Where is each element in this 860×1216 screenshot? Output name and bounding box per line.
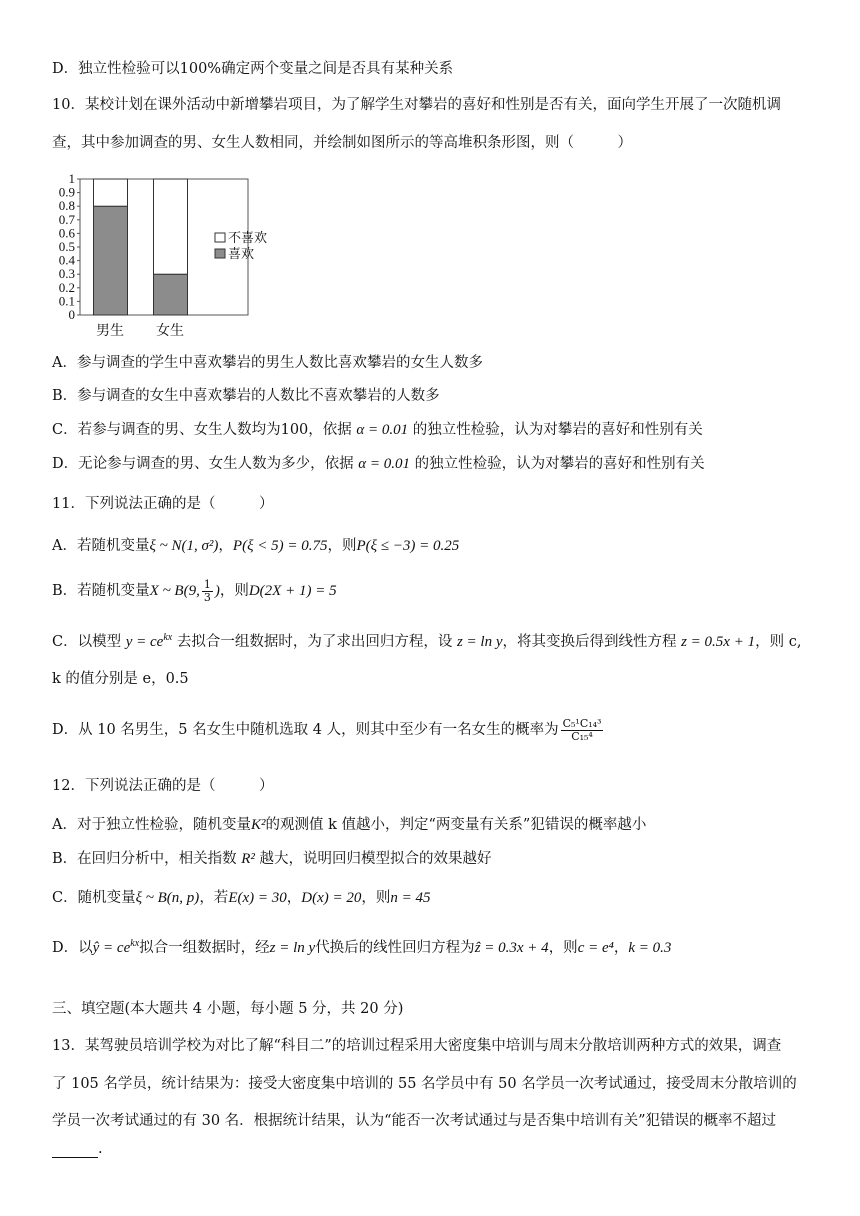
q12-stem: 12．下列说法正确的是（ ） [52,778,274,794]
q10-option-d: D．无论参与调查的男、女生人数为多少，依据 α = 0.01 的独立性检验，认为对攀岩的喜好和性别有关 [52,456,705,472]
legend [215,230,267,262]
q10-option-b: B．参与调查的女生中喜欢攀岩的人数比不喜欢攀岩的人数多 [52,388,440,404]
q12-option-c: C．随机变量ξ ~ B(n, p)，若E(x) = 30，D(x) = 20，则n = 45 [52,890,431,906]
bar-segment-不喜欢 [94,179,128,206]
y-tick-label: 1 [68,172,75,186]
bar-segment-喜欢 [154,274,188,315]
q10-option-c: C．若参与调查的男、女生人数均为100，依据 α = 0.01 的独立性检验，认为对攀岩的喜好和性别有关 [52,422,703,438]
q11-option-c-line1: C．以模型 $y = ce^{kx}$ 去拟合一组数据时，为了求出回归方程，设 z = ln y，将其变换后得到线性方程 z = 0.5x + 1，则 c, [52,632,802,650]
q10-stem-line1: 10．某校计划在课外活动中新增攀岩项目，为了解学生对攀岩的喜好和性别是否有关，面向学生开展了一次随机调 [52,97,781,113]
q12-option-b: B．在回归分析中，相关指数 R² 越大，说明回归模型拟合的效果越好 [52,851,492,867]
y-tick-label: 0.3 [58,266,75,282]
legend-swatch-喜欢 [215,249,225,258]
fill-in-blank [52,1143,98,1158]
x-category-label: 男生 [96,323,124,339]
y-tick-label: 0.1 [58,293,75,309]
q12-option-a: A．对于独立性检验，随机变量K²的观测值 k 值越小，判定“两变量有关系”犯错误的概率越小 [52,817,647,833]
bar-segment-不喜欢 [154,179,188,274]
q12-option-d: D．以ŷ = $ce^{kx}$拟合一组数据时，经z = ln y代换后的线性回归方程为ẑ = 0.3x + 4，则c = e⁴，k = 0.3 [52,938,672,956]
probability-fraction: $\frac{\text{C₅¹C₁₄³}}{\text{C₁₅⁴}}$ [562,716,602,743]
legend-label: 不喜欢 [228,231,268,246]
y-tick-label: 0.6 [58,225,75,241]
section-3-heading: 三、填空题(本大题共 4 小题，每小题 5 分，共 20 分) [52,1001,404,1017]
y-tick-label: 0.5 [58,239,75,254]
y-tick-label: 0.2 [58,279,75,295]
y-tick-label: 0.4 [58,252,75,268]
q10-stem-line2: 查，其中参加调查的男、女生人数相同，并绘制如图所示的等高堆积条形图，则（ ） [52,135,632,151]
q13-line1: 13．某驾驶员培训学校为对比了解“科目二”的培训过程采用大密度集中培训与周末分散培训两种方式的效果，调查 [52,1038,782,1054]
x-category-label: 女生 [156,323,184,339]
q13-answer-blank[interactable]: . [52,1140,103,1158]
stacked-bar-chart [46,172,286,342]
q11-option-c-line2: k 的值分别是 e，0.5 [52,671,189,687]
fraction-one-third: $\frac{1}{3}$ [203,577,211,604]
q13-line2: 了 105 名学员，统计结果为：接受大密度集中培训的 55 名学员中有 50 名学员一次考试通过，接受周末分散培训的 [52,1076,797,1092]
q11-option-a: A．若随机变量ξ ~ N(1, σ²)，P(ξ < 5) = 0.75，则P(ξ ≤ −3) = 0.25 [52,538,460,554]
bar-segment-喜欢 [94,206,128,315]
q9-option-d: D．独立性检验可以100%确定两个变量之间是否具有某种关系 [52,61,454,77]
y-tick-label: 0 [68,307,75,322]
y-tick-label: 0.8 [58,198,75,214]
q11-stem: 11．下列说法正确的是（ ） [52,496,274,512]
q13-line3: 学员一次考试通过的有 30 名．根据统计结果，认为“能否一次考试通过与是否集中培训有关”犯错误的概率不超过 [52,1113,776,1129]
legend-swatch-不喜欢 [215,233,225,242]
legend-label: 喜欢 [228,247,255,262]
q10-option-a: A．参与调查的学生中喜欢攀岩的男生人数比喜欢攀岩的女生人数多 [52,355,483,371]
q11-option-d: D．从 10 名男生，5 名女生中随机选取 4 人，则其中至少有一名女生的概率为 $\frac{\text{C₅¹C₁₄³}}{\text{C₁₅⁴}}$ [52,716,602,743]
y-tick-label: 0.7 [58,211,75,227]
q11-option-b: B．若随机变量X ~ B(9, $\frac{1}{3}$ )，则D(2X + 1) = 5 [52,577,337,604]
bars [94,179,188,315]
x-categories [96,322,184,339]
y-tick-label: 0.9 [58,184,75,200]
